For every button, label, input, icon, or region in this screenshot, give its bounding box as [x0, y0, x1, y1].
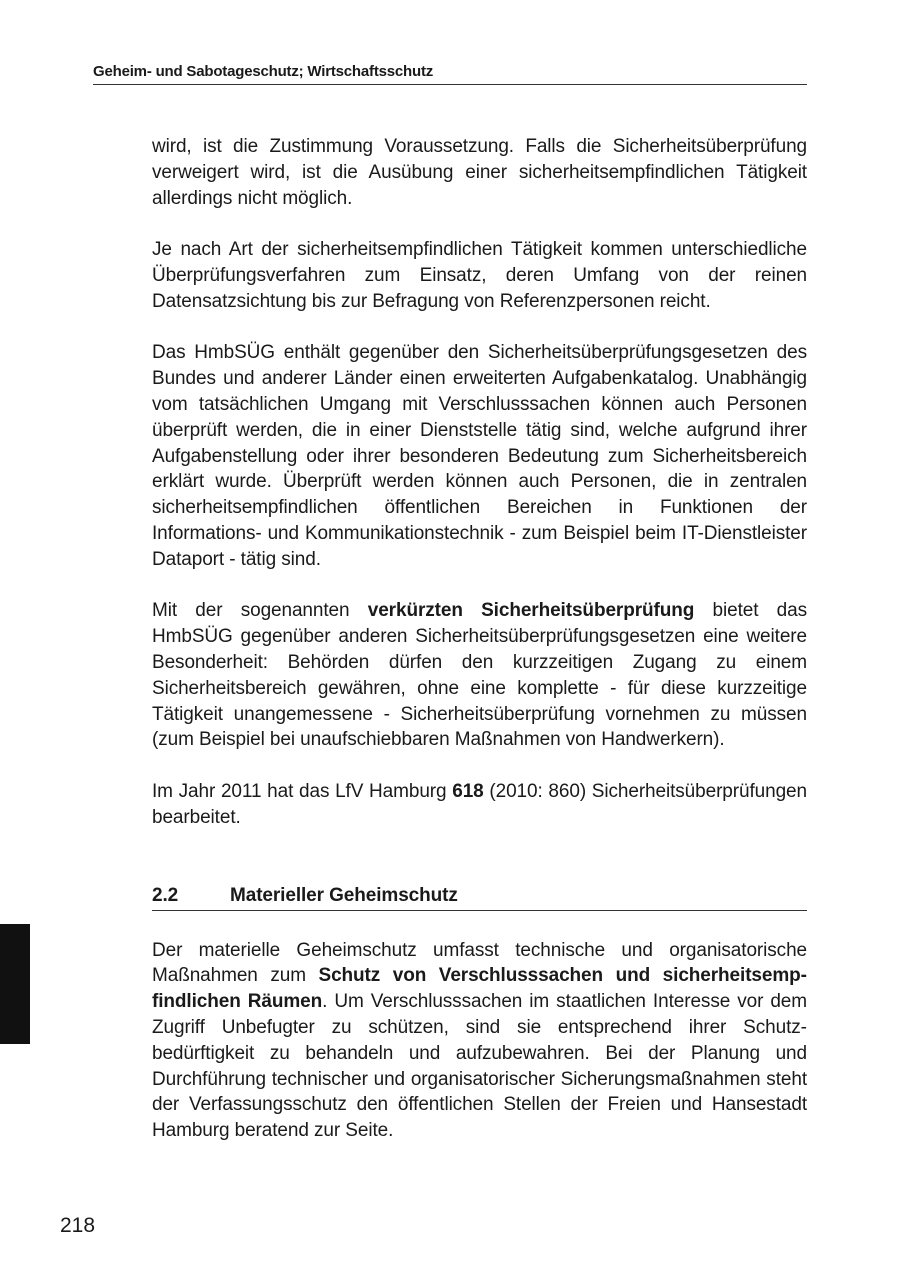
paragraph-consent: wird, ist die Zustimmung Voraussetzung. Falls die Sicherheitsüberprüfung verweigert wird, ist die Ausübung einer sicherheitsempfindlichen Tätigkeit allerdings nicht möglich. — [152, 136, 807, 209]
short-check-emphasis: verkürzten Sicherheitsüberprüfung — [367, 600, 695, 622]
short-check-text-before: Mit der sogenannten — [152, 600, 368, 622]
section-number: 2.2 — [152, 884, 179, 906]
short-check-text-after: bietet das HmbSÜG gegenüber anderen Sicherheitsüberprüfungsgesetzen eine weitere Besonderheit: Behörden dürfen den kurzzeitigen Zugang zu einem Sicherheitsbereich gewähren, ohne eine komplette - für diese kurzzeitige Tätigkeit unangemessene - Sicherheitsüberprüfung vornehmen zu müssen (zum Beispiel bei unaufschiebbaren Maßnahmen von Handwerkern). — [152, 600, 807, 751]
material-text-after: . Um Verschlusssachen im staatlichen Interesse vor dem Zugriff Unbefugter zu schützen, sind sie entsprechend ihrer Schutzbedürftigkeit zu behandeln und aufzubewahren. Bei der Planung und Durchführung technischer und organisatorischer Sicherungsmaßnahmen steht der Verfassungsschutz den öffentlichen Stellen der Freien und Hansestadt Hamburg beratend zur Seite. — [152, 991, 807, 1142]
paragraph-material-protection — [152, 938, 807, 1144]
page-number: 218 — [60, 1214, 96, 1237]
paragraph-procedures: Je nach Art der sicherheitsempfindlichen Tätigkeit kommen unterschiedliche Überprüfungsverfahren zum Einsatz, deren Umfang von der reinen Datensatzsichtung bis zur Befragung von Referenzpersonen reicht. — [152, 239, 807, 312]
section-heading — [152, 883, 807, 911]
material-text-before: Der materielle Geheimschutz umfasst technische und organisatorische Maßnahmen zum — [152, 939, 807, 987]
chapter-thumb-tab — [0, 924, 30, 1044]
page-body — [152, 134, 807, 1170]
paragraph-task-catalog: Das HmbSÜG enthält gegenüber den Sicherheitsüberprüfungsgesetzen des Bundes und anderer Länder einen erweiterten Aufgabenkatalog. Unabhängig vom tatsächlichen Umgang mit Verschlusssachen können auch Personen überprüft werden, die in einer Dienststelle tätig sind, welche aufgrund ihrer Aufgabenstellung oder ihrer besonderen Bedeutung zum Sicherheitsbereich erklärt wurde. Überprüft werden können auch Personen, die in zentralen sicherheitsempfindlichen öffentlichen Bereichen in Funktionen der Informations- und Kommunikationstechnik - zum Beispiel beim IT-Dienstleister Dataport - tätig sind. — [152, 342, 807, 570]
running-header: Geheim- und Sabotageschutz; Wirtschaftsschutz — [93, 62, 807, 85]
section-title: Materieller Geheimschutz — [230, 884, 458, 906]
paragraph-statistics — [152, 779, 807, 831]
statistics-text-after: (2010: 860) Sicherheitsüberprüfungen bearbeitet. — [152, 780, 807, 828]
material-emphasis: Schutz von Verschlusssachen und sicherheitsempfindlichen Räumen — [152, 965, 807, 1013]
statistics-count: 618 — [452, 780, 484, 802]
paragraph-short-check — [152, 598, 807, 753]
statistics-text-before: Im Jahr 2011 hat das LfV Hamburg — [152, 780, 453, 802]
